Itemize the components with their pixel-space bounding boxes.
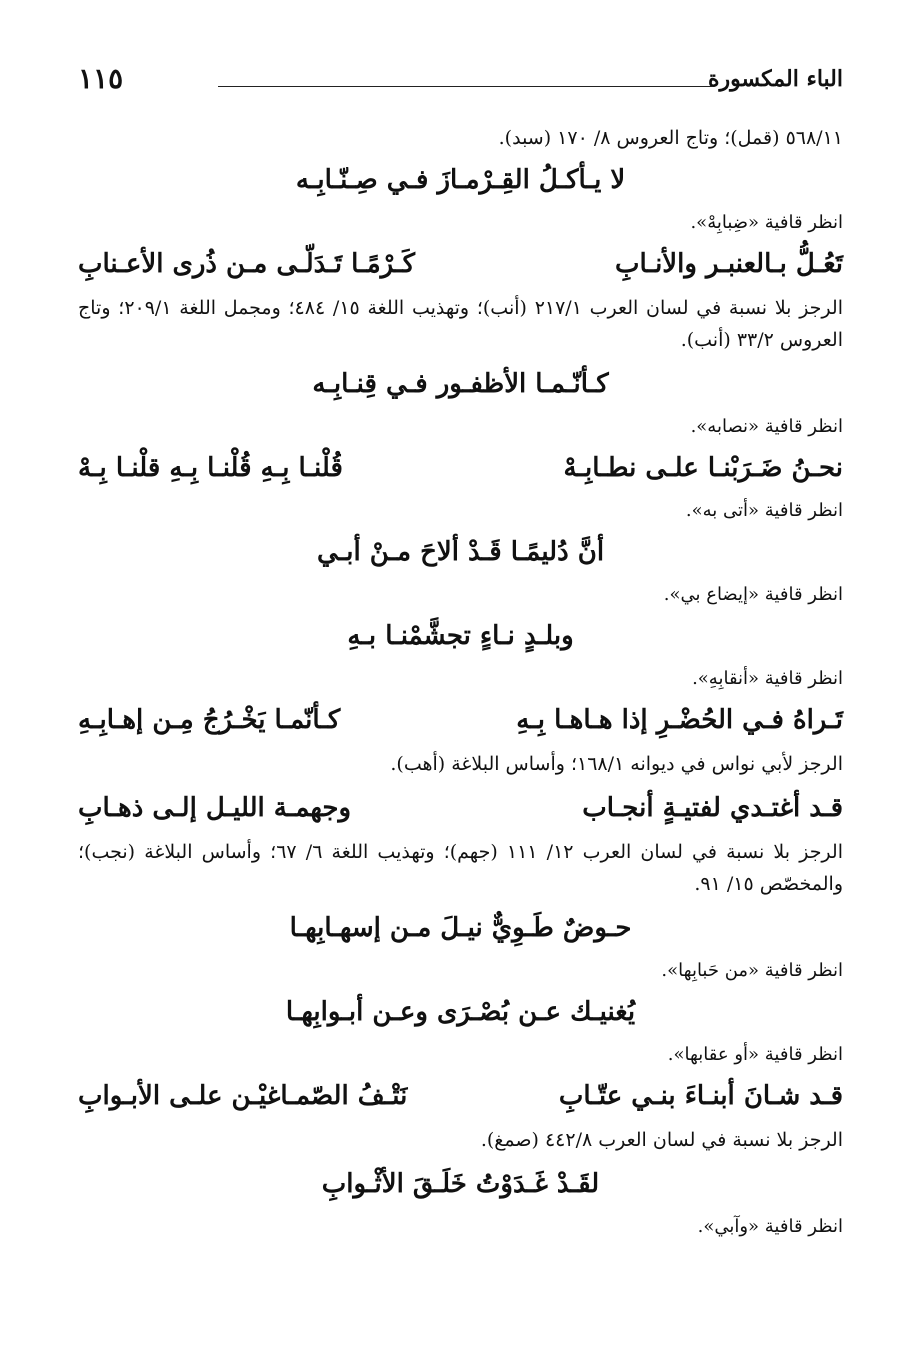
- verse-couplet: [78, 698, 843, 742]
- verse-couplet: [78, 242, 843, 286]
- verse-line: لقَـدْ غَـدَوْتُ خَلَـقَ الأثْـوابِ: [321, 1169, 600, 1199]
- verse-couplet: [78, 446, 843, 490]
- chapter-title: الباء المكسورة: [708, 66, 843, 92]
- running-header: [78, 62, 843, 102]
- source-citation: الرجز لأبي نواس في ديوانه ١٦٨/١؛ وأساس البلاغة (أهب).: [390, 753, 843, 775]
- cross-reference: انظر قافية «أو عقابها».: [667, 1044, 843, 1065]
- hemistich-right: تَـراهُ فـي الحُضْـرِ إذا هـاهـا بِـهِ: [516, 705, 843, 735]
- source-citation: الرجز بلا نسبة في لسان العرب ٢١٧/١ (أنب)؛ وتهذيب اللغة ١٥/ ٤٨٤؛ ومجمل اللغة ٢٠٩/١؛ وتاج العروس ٣٣/٢ (أنب).: [78, 297, 843, 351]
- cross-reference: انظر قافية «أنقابِهِ».: [692, 668, 843, 689]
- verse-line: أنَّ دُليمًـا قَـدْ ألاحَ مـنْ أبـي: [316, 537, 605, 567]
- hemistich-left: قُلْنـا بِـهِ قُلْنـا بِـهِ قلْنـا بِـهْ: [78, 453, 343, 483]
- hemistich-left: وجهمـة الليـل إلـى ذهـابِ: [78, 793, 351, 823]
- verse-line: لا يـأكـلُ القِـرْمـازَ فـي صِـنّـابِـه: [295, 165, 626, 195]
- hemistich-right: قـد أغتـدي لفتيـةٍ أنجـاب: [582, 793, 843, 823]
- cross-reference: انظر قافية «إيضاع بي».: [663, 584, 843, 605]
- cross-reference: انظر قافية «أتى به».: [685, 500, 843, 521]
- source-citation: الرجز بلا نسبة في لسان العرب ١٢/ ١١١ (جهم)؛ وتهذيب اللغة ٦/ ٦٧؛ وأساس البلاغة (نجب)؛ والمخصّص ١٥/ ٩١.: [78, 841, 843, 895]
- page-number: ١١٥: [78, 62, 124, 95]
- hemistich-right: تَعُـلُّ بـالعنبـر والأنـابِ: [615, 249, 843, 279]
- hemistich-right: قـد شـانَ أبنـاءَ بنـي عتّـابِ: [558, 1081, 843, 1111]
- hemistich-left: كـأنّمـا يَخْـرُجُ مِـن إهـابِـهِ: [78, 705, 341, 735]
- header-rule: [218, 86, 713, 87]
- cross-reference: انظر قافية «من حَبابِها».: [661, 960, 843, 981]
- page-body: [78, 122, 843, 1246]
- hemistich-left: نَتْـفُ الصّمـاغيْـن علـى الأبـوابِ: [78, 1081, 408, 1111]
- cross-reference: انظر قافية «ضِبابِهْ».: [690, 212, 843, 233]
- verse-line: حـوضٌ طَـوِيٌّ نيـلَ مـن إسهـابِهـا: [289, 913, 632, 943]
- verse-line: كـأنّـمـا الأظفـور فـي قِنـابِـه: [312, 369, 609, 399]
- verse-couplet: [78, 786, 843, 830]
- verse-line: وبلـدٍ نـاءٍ تجشَّمْنـا بـهِ: [347, 621, 574, 651]
- hemistich-right: نحـنُ ضَـرَبْنـا علـى نطـابِـهْ: [563, 453, 843, 483]
- reference-note: ٥٦٨/١١ (قمل)؛ وتاج العروس ٨/ ١٧٠ (سبد).: [498, 127, 843, 149]
- hemistich-left: كَـرْمًـا تَـدَلّـى مـن ذُرى الأعـنابِ: [78, 249, 415, 279]
- cross-reference: انظر قافية «وآبي».: [697, 1216, 843, 1237]
- verse-couplet: [78, 1074, 843, 1118]
- verse-line: يُغنيـك عـن بُصْـرَى وعـن أبـوابِهـا: [285, 997, 636, 1027]
- cross-reference: انظر قافية «نصابه».: [690, 416, 843, 437]
- source-citation: الرجز بلا نسبة في لسان العرب ٤٤٢/٨ (صمغ).: [480, 1129, 843, 1151]
